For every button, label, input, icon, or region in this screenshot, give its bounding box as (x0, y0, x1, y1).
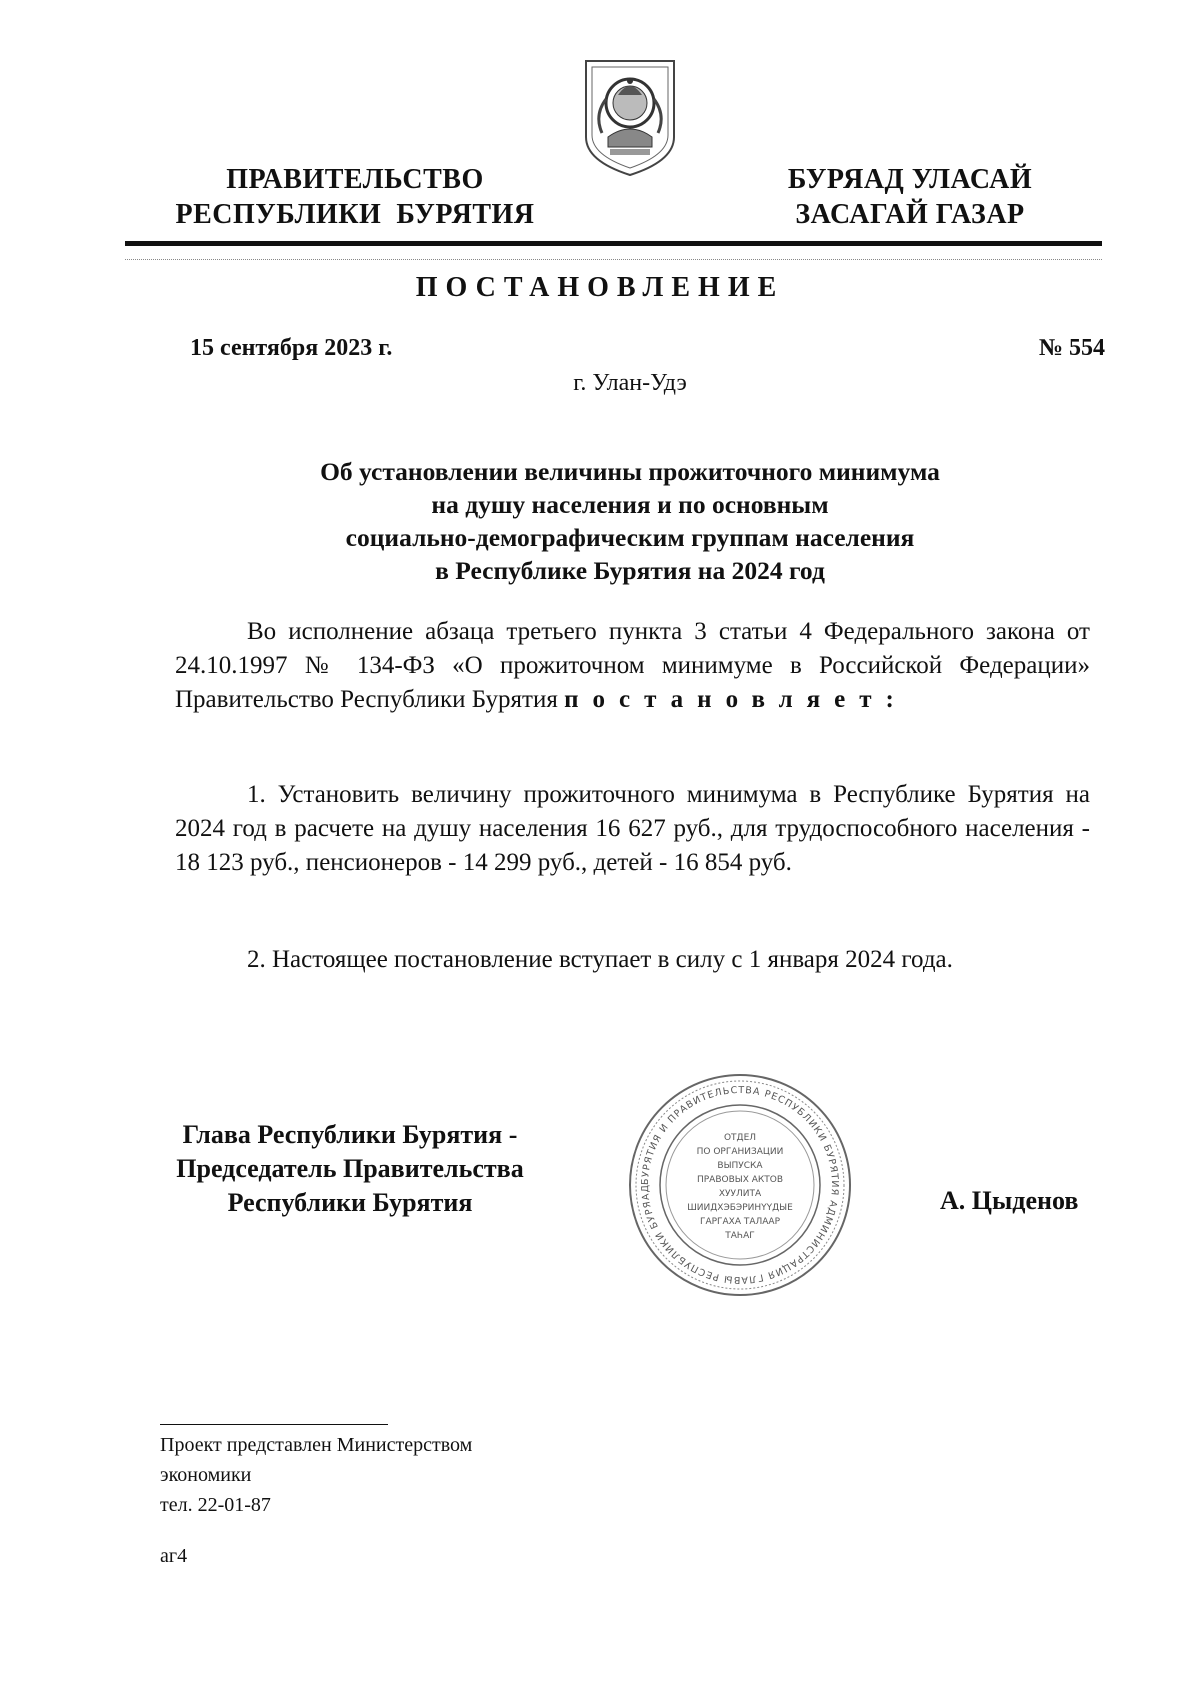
preamble-paragraph (175, 615, 1090, 717)
document-city: г. Улан-Удэ (573, 370, 687, 396)
title-line: в Республике Бурятия на 2024 год (435, 556, 825, 585)
issuer-line: ЗАСАГАЙ ГАЗАР (795, 199, 1025, 230)
signatory-position (155, 1118, 545, 1220)
signatory-position-line: Республики Бурятия (227, 1188, 473, 1217)
signatory-name: А. Цыденов (940, 1186, 1079, 1215)
header-divider-thin (125, 259, 1102, 260)
stamp-line: ВЫПУСКА (717, 1161, 763, 1171)
stamp-line: ХУУЛИТА (718, 1189, 762, 1199)
title-line: социально-демографическим группам населения (345, 523, 915, 552)
footnote-line: Проект представлен Министерством (160, 1434, 473, 1456)
coat-of-arms-emblem (580, 55, 680, 179)
signatory-position-line: Глава Республики Бурятия - (182, 1120, 518, 1149)
issuer-line: БУРЯАД УЛАСАЙ (787, 164, 1033, 195)
issuer-line: ПРАВИТЕЛЬСТВО (226, 164, 484, 195)
document-date: 15 сентября 2023 г. (190, 335, 393, 361)
decree-item-2: 2. Настоящее постановление вступает в силу с 1 января 2024 года. (247, 946, 953, 973)
signatory-position-line: Председатель Правительства (176, 1154, 524, 1183)
preamble-text: Во исполнение абзаца третьего пункта 3 статьи 4 Федерального закона от 24.10.1997 № 134-ФЗ «О прожиточном минимуме в Российской Федерации» Правительство Республики Бурятия (175, 618, 1090, 713)
document-number: № 554 (1038, 335, 1105, 361)
stamp-line: ГАРГАХА ТАЛААР (699, 1217, 781, 1227)
issuer-name-russian (165, 162, 545, 232)
stamp-line: ОТДЕЛ (723, 1133, 757, 1143)
stamp-line: ПО ОРГАНИЗАЦИИ (696, 1147, 784, 1157)
title-line: на душу населения и по основным (431, 490, 829, 519)
decree-word: постановляет: (564, 686, 908, 713)
document-type: ПОСТАНОВЛЕНИЕ (415, 272, 785, 303)
document-code: аг4 (160, 1545, 188, 1567)
seal-icon (625, 1070, 855, 1300)
stamp-ring-text: БУРЯТИЯ И ПРАВИТЕЛЬСТВА РЕСПУБЛИКИ БУРЯТИЯ АДМИНИСТРАЦИЯ ГЛАВЫ РЕСПУБЛИКИ БУРЯАД (639, 1084, 841, 1286)
footnote-line: экономики (160, 1464, 252, 1486)
footnote-line: тел. 22-01-87 (160, 1494, 271, 1516)
issuer-line: РЕСПУБЛИКИ БУРЯТИЯ (175, 199, 535, 230)
decree-item-1: 1. Установить величину прожиточного минимума в Республике Бурятия на 2024 год в расчете на душу населения 16 627 руб., для трудоспособного населения - 18 123 руб., пенсионеров - 14 299 руб., детей - 16 854 руб. (175, 781, 1090, 876)
official-stamp (625, 1070, 855, 1300)
header-divider (125, 241, 1102, 246)
document-title (180, 455, 1080, 587)
issuer-name-buryat (745, 162, 1075, 232)
title-line: Об установлении величины прожиточного минимума (320, 457, 940, 486)
stamp-line: ПРАВОВЫХ АКТОВ (696, 1175, 784, 1185)
stamp-line: ТАҺАГ (725, 1231, 755, 1241)
footnote (160, 1430, 580, 1520)
footnote-divider (160, 1424, 388, 1425)
stamp-line: ШИИДХЭБЭРИНҮҮДЫЕ (687, 1203, 793, 1213)
coat-of-arms-icon (580, 55, 680, 179)
